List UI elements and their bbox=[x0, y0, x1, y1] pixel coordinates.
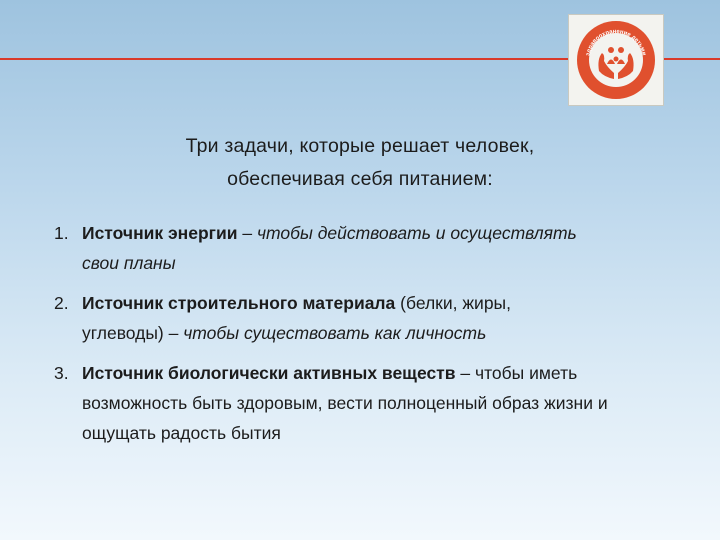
list-item-text-continued: свои планы bbox=[82, 253, 176, 273]
list-item bbox=[54, 218, 694, 278]
list-item-heading: Источник энергии bbox=[82, 223, 238, 243]
list-item-text-continued: возможность быть здоровым, вести полноценный образ жизни и bbox=[82, 393, 608, 413]
slide-title bbox=[0, 130, 720, 196]
list-item-number: 2. bbox=[54, 293, 69, 313]
list-item-italic-text: чтобы существовать как личность bbox=[183, 323, 487, 343]
slide-title-line-1: Три задачи, которые решает человек, bbox=[185, 135, 535, 157]
list-item bbox=[54, 358, 694, 448]
list-item-text: чтобы действовать и осуществлять bbox=[256, 223, 577, 243]
list-item-text-continued: углеводы) – bbox=[82, 323, 184, 343]
list-item-number: 1. bbox=[54, 223, 69, 243]
list-item-text: (белки, жиры, bbox=[395, 293, 511, 313]
list-item-number: 3. bbox=[54, 363, 69, 383]
list-item-text-continued: ощущать радость бытия bbox=[82, 423, 281, 443]
list-item bbox=[54, 288, 694, 348]
logo-ring-text: здравоохранение детьми bbox=[585, 28, 647, 57]
tasks-list bbox=[54, 218, 694, 448]
slide-title-line-2: обеспечивая себя питанием: bbox=[227, 168, 493, 190]
hands-emblem-icon bbox=[569, 15, 663, 105]
list-item-dash: – bbox=[237, 223, 257, 243]
list-item-text: – чтобы иметь bbox=[455, 363, 578, 383]
list-item-heading: Источник строительного материала bbox=[82, 293, 396, 313]
list-item-heading: Источник биологически активных веществ bbox=[82, 363, 456, 383]
logo bbox=[568, 14, 664, 106]
